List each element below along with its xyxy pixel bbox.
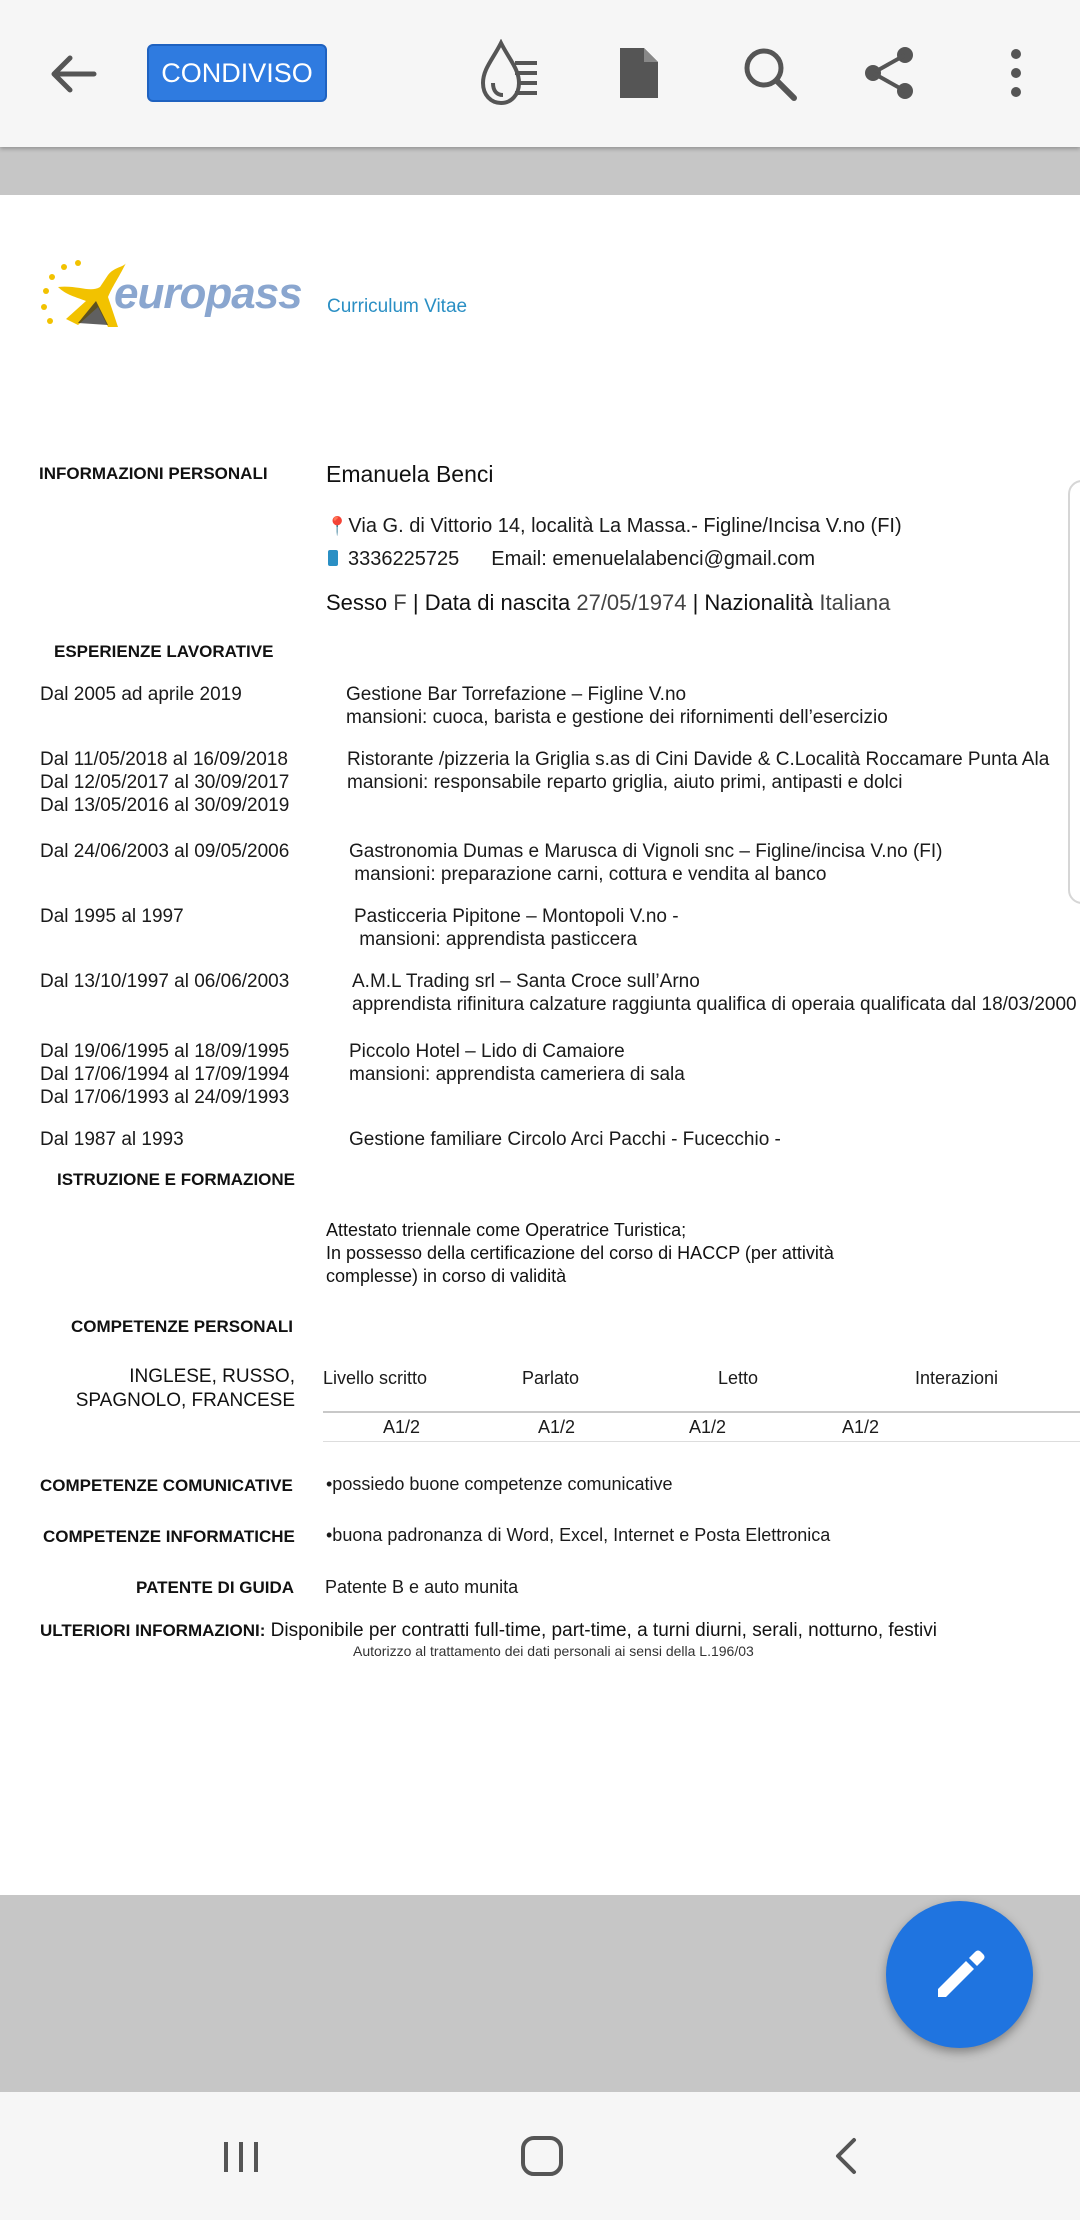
license-value: Patente B e auto munita — [325, 1577, 519, 1597]
page-gap — [0, 147, 1080, 195]
top-app-bar — [0, 0, 1080, 147]
license-label: PATENTE DI GUIDA — [136, 1578, 295, 1597]
location-pin-icon: 📍 — [326, 516, 349, 536]
exp-dates: Dal 2005 ad aprile 2019 — [40, 684, 242, 705]
recent-apps-icon[interactable] — [212, 2126, 270, 2186]
shared-badge-button[interactable]: CONDIVISO — [147, 44, 327, 102]
email-text: Email: emenuelalabenci@gmail.com — [491, 548, 816, 570]
exp-dates: Dal 1987 al 1993 — [40, 1129, 184, 1150]
communication-label: COMPETENZE COMUNICATIVE — [40, 1476, 293, 1495]
document-icon[interactable] — [614, 44, 664, 102]
lang-level: A1/2 — [383, 1417, 421, 1437]
home-icon[interactable] — [512, 2126, 572, 2186]
person-name: Emanuela Benci — [326, 461, 494, 487]
edit-fab-button[interactable] — [886, 1901, 1033, 2048]
lang-level: A1/2 — [538, 1417, 576, 1437]
lang-level: A1/2 — [842, 1417, 880, 1437]
education-label: ISTRUZIONE E FORMAZIONE — [57, 1170, 295, 1189]
lang-level: A1/2 — [689, 1417, 727, 1437]
back-nav-icon[interactable] — [818, 2126, 878, 2186]
document-page[interactable] — [0, 195, 1080, 1895]
reading-mode-icon[interactable] — [476, 36, 546, 110]
exp-description: Gestione familiare Circolo Arci Pacchi - Fucecchio - — [349, 1129, 781, 1150]
phone-icon — [328, 550, 338, 566]
privacy-note: Autorizzo al trattamento dei dati personali ai sensi della L.196/03 — [353, 1643, 754, 1659]
edit-pencil-icon — [930, 1945, 990, 2005]
system-nav-bar — [0, 2092, 1080, 2220]
lang-header-read: Letto — [718, 1368, 759, 1388]
table-divider — [323, 1441, 1080, 1442]
personal-details: Sesso F | Data di nascita 27/05/1974 | Nazionalità Italiana — [326, 590, 891, 615]
table-divider — [323, 1411, 1080, 1413]
it-skills-value: •buona padronanza di Word, Excel, Internet e Posta Elettronica — [326, 1525, 831, 1545]
lang-header-spoken: Parlato — [522, 1368, 580, 1388]
exp-description: Ristorante /pizzeria la Griglia s.as di Cini Davide & C.Località Roccamare Punta Ala mansioni: responsabile reparto griglia, aiuto primi, antipasti e dolci — [347, 749, 1050, 793]
skills-label: COMPETENZE PERSONALI — [71, 1317, 293, 1336]
exp-description: A.M.L Trading srl – Santa Croce sull’Arno apprendista rifinitura calzature raggiunta qualifica di operaia qualificata dal 18/03/2000 — [352, 971, 1077, 1015]
experience-label: ESPERIENZE LAVORATIVE — [54, 642, 274, 661]
europass-logo-text: europass — [114, 269, 302, 318]
lang-header-written: Livello scritto — [323, 1368, 428, 1388]
exp-dates: Dal 11/05/2018 al 16/09/2018 Dal 12/05/2017 al 30/09/2017 Dal 13/05/2016 al 30/09/2019 — [40, 749, 290, 816]
languages-list: INGLESE, RUSSO, SPAGNOLO, FRANCESE — [75, 1366, 295, 1411]
personal-info-label: INFORMAZIONI PERSONALI — [39, 464, 268, 483]
exp-dates: Dal 19/06/1995 al 18/09/1995 Dal 17/06/1994 al 17/09/1994 Dal 17/06/1993 al 24/09/1993 — [40, 1041, 290, 1108]
scroll-handle[interactable] — [1068, 480, 1080, 904]
back-arrow-icon[interactable] — [42, 46, 104, 102]
more-vert-icon[interactable] — [996, 42, 1036, 104]
exp-description: Pasticceria Pipitone – Montopoli V.no - mansioni: apprendista pasticcera — [354, 906, 679, 950]
share-icon[interactable] — [858, 42, 920, 104]
exp-description: Gestione Bar Torrefazione – Figline V.no mansioni: cuoca, barista e gestione dei rifornimenti dell’esercizio — [346, 684, 888, 728]
exp-dates: Dal 1995 al 1997 — [40, 906, 184, 927]
cv-subtitle: Curriculum Vitae — [327, 296, 468, 317]
exp-description: Gastronomia Dumas e Marusca di Vignoli snc – Figline/incisa V.no (FI) mansioni: preparazione carni, cottura e vendita al banco — [349, 841, 943, 885]
europass-logo — [38, 257, 303, 339]
exp-dates: Dal 24/06/2003 al 09/05/2006 — [40, 841, 290, 862]
it-skills-label: COMPETENZE INFORMATICHE — [43, 1527, 295, 1546]
contact-line: 3336225725 Email: emenuelalabenci@gmail.com — [328, 548, 815, 571]
exp-description: Piccolo Hotel – Lido di Camaiore mansioni: apprendista cameriera di sala — [349, 1041, 685, 1085]
lang-header-interaction: Interazioni — [915, 1368, 999, 1388]
education-text: Attestato triennale come Operatrice Turistica; In possesso della certificazione del corso di HACCP (per attività complesse) in corso di validità — [326, 1220, 834, 1286]
communication-value: •possiedo buone competenze comunicative — [326, 1474, 673, 1494]
further-info: ULTERIORI INFORMAZIONI: Disponibile per contratti full-time, part-time, a turni diurni, serali, notturno, festivi — [40, 1620, 937, 1641]
exp-dates: Dal 13/10/1997 al 06/06/2003 — [40, 971, 290, 992]
search-icon[interactable] — [738, 42, 802, 106]
address-line: 📍Via G. di Vittorio 14, località La Massa.- Figline/Incisa V.no (FI) — [326, 515, 902, 537]
